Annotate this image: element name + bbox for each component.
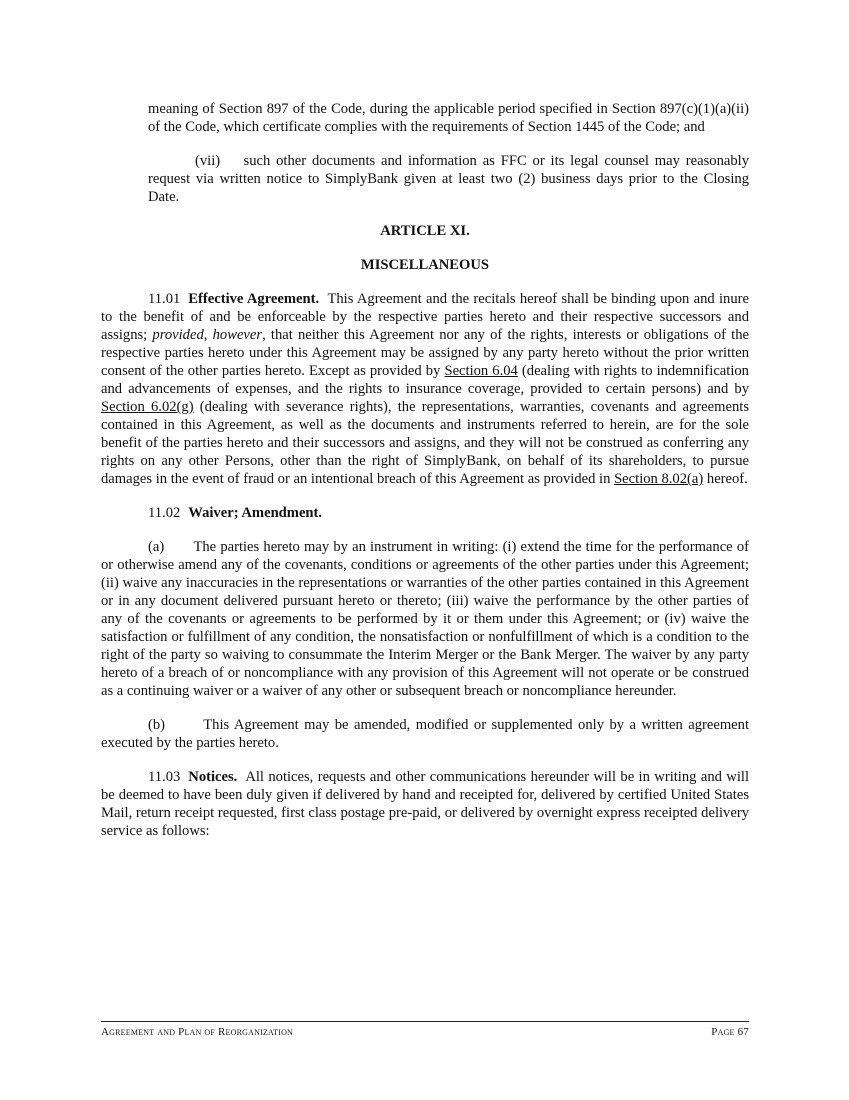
section-11-02-title xyxy=(101,504,749,522)
item-vii-text: such other documents and information as FFC or its legal counsel may reasonably request via written notice to SimplyBank given at least two (2) business days prior to the Closing Date. xyxy=(148,153,749,205)
comma: , xyxy=(203,327,208,343)
section-11-02-number: 11.02 xyxy=(148,505,181,521)
ref-section-6-02g: Section 6.02(g) xyxy=(101,399,194,415)
however-italic: however xyxy=(212,327,263,343)
section-11-01-text-5: hereof. xyxy=(706,471,748,487)
section-11-02-a xyxy=(101,538,749,700)
clause-a-label: (a) xyxy=(148,539,165,555)
continuation-block xyxy=(148,100,749,206)
ref-section-8-02a: Section 8.02(a) xyxy=(614,471,704,487)
section-11-01-text-3: (dealing with rights to indemnification and advancements of expenses, and the rights to insurance coverage, provided to certain persons) and by xyxy=(101,363,749,397)
section-11-01-text-1: This Agreement and the recitals hereof shall be binding upon and inure to the benefit of and be enforceable by the respective parties hereto and their respective successors and assigns; xyxy=(101,291,749,343)
section-11-03-heading: Notices. xyxy=(188,769,238,785)
page-footer xyxy=(101,1021,749,1038)
article-number: ARTICLE XI. xyxy=(380,223,470,239)
clause-b-label: (b) xyxy=(148,717,166,733)
item-vii-label: (vii) xyxy=(195,153,221,169)
page-number: Page 67 xyxy=(711,1026,749,1038)
section-11-01-text-4: (dealing with severance rights), the representations, warranties, covenants and agreements contained in this Agreement, as well as the documents and instruments referred to herein, are for the sole benefit of the parties hereto and their successors and assigns, and they will not be construed as conferring any rights on any other Persons, other than the right of SimplyBank, on behalf of its shareholders, to pursue damages in the event of fraud or an intentional breach of this Agreement as provided in xyxy=(101,399,749,487)
section-11-03-text: All notices, requests and other communications hereunder will be in writing and will be deemed to have been duly given if delivered by hand and receipted for, delivered by certified United States Mail, return receipt requested, first class postage pre-paid, or delivered by overnight express receipted delivery service as follows: xyxy=(101,769,749,839)
section-11-01 xyxy=(101,290,749,488)
section-11-03-number: 11.03 xyxy=(148,769,181,785)
section-11-03 xyxy=(101,768,749,840)
section-11-01-text-2: , that neither this Agreement nor any of the rights, interests or obligations of the respective parties hereto under this Agreement may be assigned by any party hereto without the prior written consent of the other parties hereto. Except as provided by xyxy=(101,327,749,379)
clause-b-text: This Agreement may be amended, modified or supplemented only by a written agreement executed by the parties hereto. xyxy=(101,717,750,751)
section-11-01-heading: Effective Agreement. xyxy=(188,291,320,307)
clause-a-text: The parties hereto may by an instrument in writing: (i) extend the time for the performance of or otherwise amend any of the covenants, conditions or agreements of the other parties under this Agreement; (ii) waive any inaccuracies in the representations or warranties of the other parties contained in this Agreement or in any document delivered pursuant hereto or thereto; (iii) waive the performance by the other parties of any of the covenants or agreements to be performed by it or them under this Agreement; or (iv) waive the satisfaction or fulfillment of any condition, the nonsatisfaction or nonfulfillment of which is a condition to the right of the party so waiving to consummate the Interim Merger or the Bank Merger. The waiver by any party hereto of a breach of or noncompliance with any provision of this Agreement will not operate or be construed as a continuing waiver or a waiver of any other or subsequent breach or noncompliance hereunder. xyxy=(101,539,749,699)
provided-italic: provided xyxy=(152,327,204,343)
ref-section-6-04: Section 6.04 xyxy=(444,363,518,379)
continuation-text: meaning of Section 897 of the Code, during the applicable period specified in Section 897(c)(1)(a)(ii) of the Code, which certificate complies with the requirements of Section 1445 of the Code; and xyxy=(148,101,749,135)
section-11-02-b xyxy=(101,716,749,752)
footer-title: Agreement and Plan of Reorganization xyxy=(101,1026,294,1038)
item-vii xyxy=(148,152,749,206)
section-11-01-number: 11.01 xyxy=(148,291,181,307)
section-11-02-heading: Waiver; Amendment. xyxy=(188,505,323,521)
article-title: MISCELLANEOUS xyxy=(360,257,490,273)
document-page xyxy=(101,100,749,840)
